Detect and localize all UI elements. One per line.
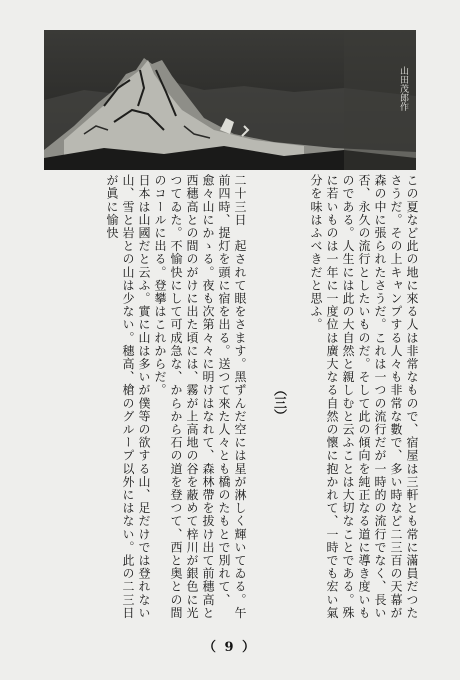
section-heading: （三） [271, 382, 286, 422]
artist-caption: 山田茂郎作 [398, 66, 408, 111]
paragraph: この夏など此の地に來る人は非常なもので、宿屋は三軒とも常に滿員だつたさうだ。その上キャンプする人々も非常な數で、多い時など二三百の天幕が森の中に張られたさうだ。これは一つの流行だが一時的の流行でなく、長い否、永久の流行としたいものだ。そして此の傾向を純正なる道に導き度いものである。人生には此の大自然と親しむと云ふことは大切なことである。殊に若いものは一年に一度位は廣大なる自然の懷に抱かれて、一時でも宏い氣分を味はふべきだと思ふ。 [309, 174, 419, 620]
ink-mountain-icon [44, 30, 416, 170]
vertical-body-text [68, 174, 420, 630]
mountain-illustration [44, 30, 416, 170]
paragraph: 二十三日 起されて眼をさます。黑ずんだ空には星が淋しく輝いてゐる。午前四時、提灯を頭に宿を出る。送つて來た人々とも橋のたもとで別れて、愈々山にかゝる。夜も次第々々に明けはなれて、森林帶を拔け出て前穗高と西穗高との間のがけに出た頃には、霧が上高地の谷を蔽めて梓川が銀色に光つてゐた。不愉快にして可成急な、からから石の道を登つて、西と奥との間のコールに出る。登攀はこれからだ。 [153, 174, 247, 620]
paragraph: 日本は山國だと云ふ。實に山は多いが僕等の欲する山、足だけでは登れない山、雪と岩との山は少ない。穗高、槍のグループ以外にはない。此の二三日が眞に愉快 [105, 174, 151, 620]
page-number: （ 9 ） [202, 640, 258, 655]
